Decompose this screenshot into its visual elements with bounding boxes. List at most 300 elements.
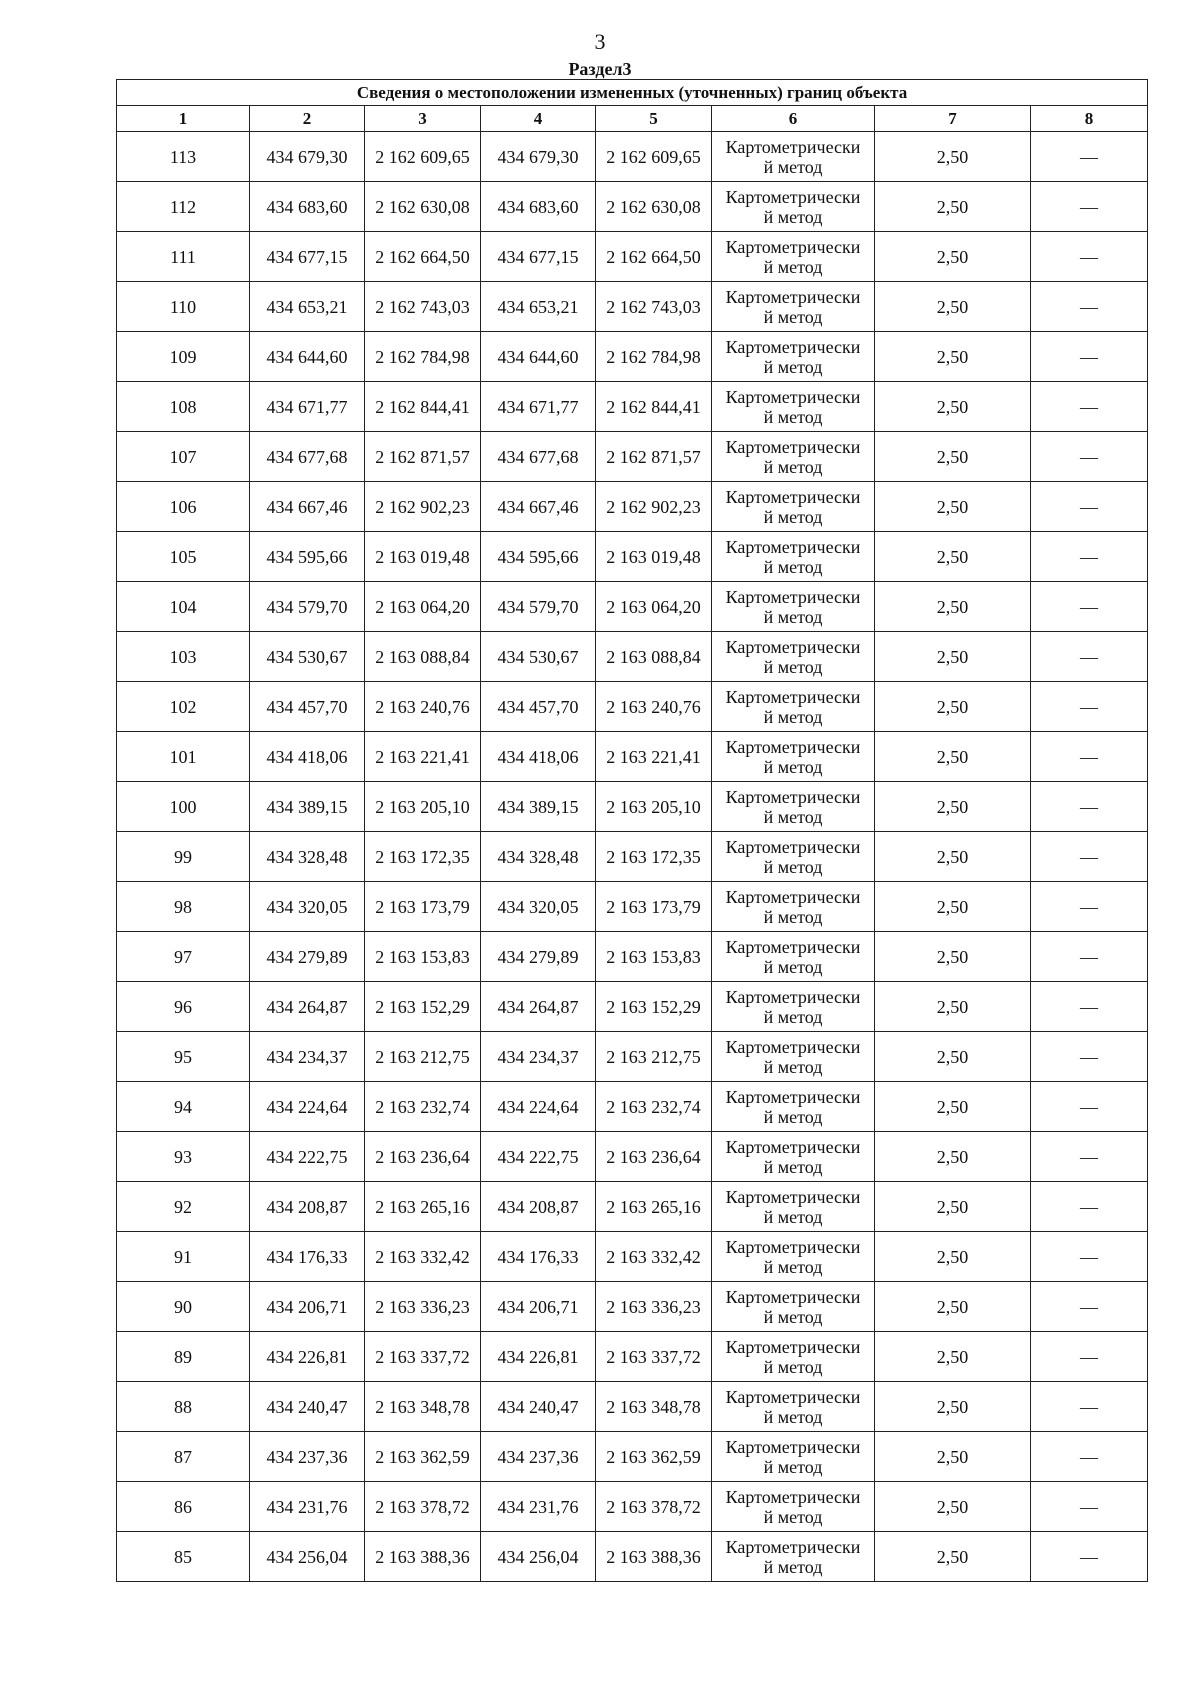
method-line-2: й метод bbox=[763, 706, 823, 727]
y-coordinate-cell: 2 163 221,41 bbox=[596, 732, 712, 782]
method-cell bbox=[712, 532, 875, 582]
accuracy-cell: 2,50 bbox=[875, 1182, 1031, 1232]
method-line-2: й метод bbox=[763, 456, 823, 477]
y-coordinate-cell: 2 162 630,08 bbox=[596, 182, 712, 232]
y-coordinate-cell: 2 162 844,41 bbox=[596, 382, 712, 432]
x-coordinate-cell: 434 234,37 bbox=[481, 1032, 596, 1082]
table-row bbox=[117, 732, 1148, 782]
table-body bbox=[117, 132, 1148, 1582]
x-coordinate-cell: 434 530,67 bbox=[481, 632, 596, 682]
table-row bbox=[117, 432, 1148, 482]
point-number-cell: 106 bbox=[117, 482, 250, 532]
method-cell bbox=[712, 832, 875, 882]
y-coordinate-cell: 2 162 743,03 bbox=[365, 282, 481, 332]
description-cell: — bbox=[1031, 1432, 1148, 1482]
method-cell bbox=[712, 1182, 875, 1232]
method-cell bbox=[712, 482, 875, 532]
table-row bbox=[117, 632, 1148, 682]
x-coordinate-cell: 434 320,05 bbox=[250, 882, 365, 932]
y-coordinate-cell: 2 163 153,83 bbox=[365, 932, 481, 982]
y-coordinate-cell: 2 163 152,29 bbox=[596, 982, 712, 1032]
description-cell: — bbox=[1031, 582, 1148, 632]
method-line-1: Картометрически bbox=[725, 186, 861, 207]
y-coordinate-cell: 2 163 173,79 bbox=[365, 882, 481, 932]
method-cell bbox=[712, 232, 875, 282]
point-number-cell: 112 bbox=[117, 182, 250, 232]
x-coordinate-cell: 434 595,66 bbox=[250, 532, 365, 582]
point-number-cell: 94 bbox=[117, 1082, 250, 1132]
method-cell bbox=[712, 432, 875, 482]
y-coordinate-cell: 2 163 172,35 bbox=[596, 832, 712, 882]
accuracy-cell: 2,50 bbox=[875, 1532, 1031, 1582]
column-header: 1 bbox=[117, 106, 250, 132]
y-coordinate-cell: 2 163 173,79 bbox=[596, 882, 712, 932]
description-cell: — bbox=[1031, 932, 1148, 982]
method-line-2: й метод bbox=[763, 256, 823, 277]
y-coordinate-cell: 2 163 388,36 bbox=[596, 1532, 712, 1582]
x-coordinate-cell: 434 206,71 bbox=[481, 1282, 596, 1332]
point-number-cell: 95 bbox=[117, 1032, 250, 1082]
table-row bbox=[117, 582, 1148, 632]
x-coordinate-cell: 434 679,30 bbox=[250, 132, 365, 182]
method-line-2: й метод bbox=[763, 1456, 823, 1477]
y-coordinate-cell: 2 163 172,35 bbox=[365, 832, 481, 882]
y-coordinate-cell: 2 162 664,50 bbox=[365, 232, 481, 282]
x-coordinate-cell: 434 671,77 bbox=[250, 382, 365, 432]
method-cell bbox=[712, 782, 875, 832]
method-cell bbox=[712, 582, 875, 632]
description-cell: — bbox=[1031, 1482, 1148, 1532]
method-line-1: Картометрически bbox=[725, 286, 861, 307]
method-line-1: Картометрически bbox=[725, 936, 861, 957]
table-row bbox=[117, 1482, 1148, 1532]
method-cell bbox=[712, 1432, 875, 1482]
x-coordinate-cell: 434 677,68 bbox=[481, 432, 596, 482]
column-header: 7 bbox=[875, 106, 1031, 132]
x-coordinate-cell: 434 677,68 bbox=[250, 432, 365, 482]
column-header: 8 bbox=[1031, 106, 1148, 132]
y-coordinate-cell: 2 163 064,20 bbox=[596, 582, 712, 632]
accuracy-cell: 2,50 bbox=[875, 482, 1031, 532]
description-cell: — bbox=[1031, 232, 1148, 282]
section-title: Раздел3 bbox=[568, 59, 632, 79]
y-coordinate-cell: 2 163 265,16 bbox=[596, 1182, 712, 1232]
accuracy-cell: 2,50 bbox=[875, 232, 1031, 282]
y-coordinate-cell: 2 163 378,72 bbox=[596, 1482, 712, 1532]
y-coordinate-cell: 2 163 212,75 bbox=[365, 1032, 481, 1082]
table-row bbox=[117, 382, 1148, 432]
x-coordinate-cell: 434 208,87 bbox=[481, 1182, 596, 1232]
accuracy-cell: 2,50 bbox=[875, 532, 1031, 582]
table-row bbox=[117, 1082, 1148, 1132]
point-number-cell: 86 bbox=[117, 1482, 250, 1532]
y-coordinate-cell: 2 162 609,65 bbox=[596, 132, 712, 182]
method-line-1: Картометрически bbox=[725, 486, 861, 507]
method-line-2: й метод bbox=[763, 1506, 823, 1527]
x-coordinate-cell: 434 389,15 bbox=[481, 782, 596, 832]
method-line-2: й метод bbox=[763, 406, 823, 427]
x-coordinate-cell: 434 389,15 bbox=[250, 782, 365, 832]
table-row bbox=[117, 882, 1148, 932]
method-line-1: Картометрически bbox=[725, 1136, 861, 1157]
y-coordinate-cell: 2 163 064,20 bbox=[365, 582, 481, 632]
accuracy-cell: 2,50 bbox=[875, 282, 1031, 332]
method-line-2: й метод bbox=[763, 506, 823, 527]
method-line-2: й метод bbox=[763, 656, 823, 677]
method-cell bbox=[712, 1332, 875, 1382]
accuracy-cell: 2,50 bbox=[875, 832, 1031, 882]
accuracy-cell: 2,50 bbox=[875, 782, 1031, 832]
description-cell: — bbox=[1031, 382, 1148, 432]
table-row bbox=[117, 232, 1148, 282]
y-coordinate-cell: 2 162 664,50 bbox=[596, 232, 712, 282]
description-cell: — bbox=[1031, 832, 1148, 882]
description-cell: — bbox=[1031, 132, 1148, 182]
method-cell bbox=[712, 1282, 875, 1332]
point-number-cell: 91 bbox=[117, 1232, 250, 1282]
point-number-cell: 97 bbox=[117, 932, 250, 982]
accuracy-cell: 2,50 bbox=[875, 1432, 1031, 1482]
method-line-2: й метод bbox=[763, 906, 823, 927]
accuracy-cell: 2,50 bbox=[875, 1482, 1031, 1532]
method-line-2: й метод bbox=[763, 1206, 823, 1227]
x-coordinate-cell: 434 653,21 bbox=[250, 282, 365, 332]
table-row bbox=[117, 1032, 1148, 1082]
description-cell: — bbox=[1031, 1382, 1148, 1432]
accuracy-cell: 2,50 bbox=[875, 732, 1031, 782]
method-line-2: й метод bbox=[763, 956, 823, 977]
y-coordinate-cell: 2 163 265,16 bbox=[365, 1182, 481, 1232]
x-coordinate-cell: 434 644,60 bbox=[250, 332, 365, 382]
y-coordinate-cell: 2 163 236,64 bbox=[365, 1132, 481, 1182]
method-line-1: Картометрически bbox=[725, 886, 861, 907]
accuracy-cell: 2,50 bbox=[875, 932, 1031, 982]
y-coordinate-cell: 2 162 743,03 bbox=[596, 282, 712, 332]
y-coordinate-cell: 2 162 609,65 bbox=[365, 132, 481, 182]
method-line-2: й метод bbox=[763, 756, 823, 777]
x-coordinate-cell: 434 222,75 bbox=[481, 1132, 596, 1182]
accuracy-cell: 2,50 bbox=[875, 382, 1031, 432]
y-coordinate-cell: 2 162 784,98 bbox=[596, 332, 712, 382]
accuracy-cell: 2,50 bbox=[875, 982, 1031, 1032]
method-cell bbox=[712, 1382, 875, 1432]
accuracy-cell: 2,50 bbox=[875, 432, 1031, 482]
x-coordinate-cell: 434 677,15 bbox=[250, 232, 365, 282]
method-cell bbox=[712, 382, 875, 432]
method-line-1: Картометрически bbox=[725, 986, 861, 1007]
method-line-2: й метод bbox=[763, 1056, 823, 1077]
method-line-1: Картометрически bbox=[725, 1186, 861, 1207]
method-line-1: Картометрически bbox=[725, 1436, 861, 1457]
x-coordinate-cell: 434 237,36 bbox=[250, 1432, 365, 1482]
table-row bbox=[117, 1282, 1148, 1332]
method-line-1: Картометрически bbox=[725, 1236, 861, 1257]
table-row bbox=[117, 482, 1148, 532]
accuracy-cell: 2,50 bbox=[875, 332, 1031, 382]
method-line-2: й метод bbox=[763, 206, 823, 227]
method-line-1: Картометрически bbox=[725, 836, 861, 857]
description-cell: — bbox=[1031, 682, 1148, 732]
description-cell: — bbox=[1031, 182, 1148, 232]
table-row bbox=[117, 182, 1148, 232]
table-row bbox=[117, 832, 1148, 882]
x-coordinate-cell: 434 176,33 bbox=[250, 1232, 365, 1282]
description-cell: — bbox=[1031, 1532, 1148, 1582]
method-line-2: й метод bbox=[763, 1356, 823, 1377]
description-cell: — bbox=[1031, 1082, 1148, 1132]
x-coordinate-cell: 434 279,89 bbox=[481, 932, 596, 982]
description-cell: — bbox=[1031, 282, 1148, 332]
method-line-1: Картометрически bbox=[725, 1036, 861, 1057]
y-coordinate-cell: 2 163 336,23 bbox=[596, 1282, 712, 1332]
y-coordinate-cell: 2 163 378,72 bbox=[365, 1482, 481, 1532]
column-header: 2 bbox=[250, 106, 365, 132]
description-cell: — bbox=[1031, 782, 1148, 832]
y-coordinate-cell: 2 163 362,59 bbox=[365, 1432, 481, 1482]
y-coordinate-cell: 2 163 332,42 bbox=[365, 1232, 481, 1282]
y-coordinate-cell: 2 163 019,48 bbox=[365, 532, 481, 582]
y-coordinate-cell: 2 163 336,23 bbox=[365, 1282, 481, 1332]
x-coordinate-cell: 434 234,37 bbox=[250, 1032, 365, 1082]
method-cell bbox=[712, 982, 875, 1032]
x-coordinate-cell: 434 679,30 bbox=[481, 132, 596, 182]
table-row bbox=[117, 682, 1148, 732]
x-coordinate-cell: 434 671,77 bbox=[481, 382, 596, 432]
point-number-cell: 107 bbox=[117, 432, 250, 482]
method-line-2: й метод bbox=[763, 356, 823, 377]
accuracy-cell: 2,50 bbox=[875, 682, 1031, 732]
method-line-2: й метод bbox=[763, 1256, 823, 1277]
description-cell: — bbox=[1031, 532, 1148, 582]
page-number: 3 bbox=[594, 29, 606, 54]
table-row bbox=[117, 1332, 1148, 1382]
table-row bbox=[117, 782, 1148, 832]
x-coordinate-cell: 434 644,60 bbox=[481, 332, 596, 382]
y-coordinate-cell: 2 163 232,74 bbox=[365, 1082, 481, 1132]
method-cell bbox=[712, 932, 875, 982]
description-cell: — bbox=[1031, 732, 1148, 782]
method-cell bbox=[712, 132, 875, 182]
method-line-2: й метод bbox=[763, 856, 823, 877]
x-coordinate-cell: 434 222,75 bbox=[250, 1132, 365, 1182]
point-number-cell: 105 bbox=[117, 532, 250, 582]
x-coordinate-cell: 434 579,70 bbox=[250, 582, 365, 632]
point-number-cell: 89 bbox=[117, 1332, 250, 1382]
x-coordinate-cell: 434 240,47 bbox=[250, 1382, 365, 1432]
y-coordinate-cell: 2 162 844,41 bbox=[365, 382, 481, 432]
method-line-1: Картометрически bbox=[725, 536, 861, 557]
method-cell bbox=[712, 1532, 875, 1582]
method-line-1: Картометрически bbox=[725, 1286, 861, 1307]
x-coordinate-cell: 434 206,71 bbox=[250, 1282, 365, 1332]
x-coordinate-cell: 434 418,06 bbox=[481, 732, 596, 782]
x-coordinate-cell: 434 231,76 bbox=[250, 1482, 365, 1532]
x-coordinate-cell: 434 226,81 bbox=[481, 1332, 596, 1382]
y-coordinate-cell: 2 163 212,75 bbox=[596, 1032, 712, 1082]
point-number-cell: 92 bbox=[117, 1182, 250, 1232]
method-line-1: Картометрически bbox=[725, 136, 861, 157]
y-coordinate-cell: 2 163 153,83 bbox=[596, 932, 712, 982]
y-coordinate-cell: 2 162 871,57 bbox=[365, 432, 481, 482]
accuracy-cell: 2,50 bbox=[875, 1232, 1031, 1282]
method-line-1: Картометрически bbox=[725, 336, 861, 357]
point-number-cell: 93 bbox=[117, 1132, 250, 1182]
x-coordinate-cell: 434 328,48 bbox=[250, 832, 365, 882]
x-coordinate-cell: 434 683,60 bbox=[250, 182, 365, 232]
description-cell: — bbox=[1031, 632, 1148, 682]
description-cell: — bbox=[1031, 1332, 1148, 1382]
point-number-cell: 111 bbox=[117, 232, 250, 282]
description-cell: — bbox=[1031, 1132, 1148, 1182]
x-coordinate-cell: 434 667,46 bbox=[250, 482, 365, 532]
point-number-cell: 102 bbox=[117, 682, 250, 732]
y-coordinate-cell: 2 163 240,76 bbox=[596, 682, 712, 732]
description-cell: — bbox=[1031, 882, 1148, 932]
method-line-1: Картометрически bbox=[725, 586, 861, 607]
y-coordinate-cell: 2 163 388,36 bbox=[365, 1532, 481, 1582]
table-row bbox=[117, 982, 1148, 1032]
table-row bbox=[117, 1532, 1148, 1582]
y-coordinate-cell: 2 162 902,23 bbox=[365, 482, 481, 532]
accuracy-cell: 2,50 bbox=[875, 582, 1031, 632]
method-line-1: Картометрически bbox=[725, 1086, 861, 1107]
y-coordinate-cell: 2 162 871,57 bbox=[596, 432, 712, 482]
y-coordinate-cell: 2 163 019,48 bbox=[596, 532, 712, 582]
accuracy-cell: 2,50 bbox=[875, 1382, 1031, 1432]
point-number-cell: 87 bbox=[117, 1432, 250, 1482]
method-line-2: й метод bbox=[763, 1306, 823, 1327]
method-line-2: й метод bbox=[763, 156, 823, 177]
description-cell: — bbox=[1031, 482, 1148, 532]
method-line-1: Картометрически bbox=[725, 636, 861, 657]
method-cell bbox=[712, 282, 875, 332]
point-number-cell: 104 bbox=[117, 582, 250, 632]
method-line-2: й метод bbox=[763, 1006, 823, 1027]
y-coordinate-cell: 2 163 348,78 bbox=[365, 1382, 481, 1432]
y-coordinate-cell: 2 163 232,74 bbox=[596, 1082, 712, 1132]
y-coordinate-cell: 2 163 088,84 bbox=[596, 632, 712, 682]
method-line-1: Картометрически bbox=[725, 686, 861, 707]
method-cell bbox=[712, 632, 875, 682]
y-coordinate-cell: 2 163 152,29 bbox=[365, 982, 481, 1032]
accuracy-cell: 2,50 bbox=[875, 1132, 1031, 1182]
table-row bbox=[117, 532, 1148, 582]
method-cell bbox=[712, 182, 875, 232]
accuracy-cell: 2,50 bbox=[875, 182, 1031, 232]
table-row bbox=[117, 1382, 1148, 1432]
y-coordinate-cell: 2 163 221,41 bbox=[365, 732, 481, 782]
point-number-cell: 90 bbox=[117, 1282, 250, 1332]
x-coordinate-cell: 434 530,67 bbox=[250, 632, 365, 682]
method-line-1: Картометрически bbox=[725, 1336, 861, 1357]
method-line-1: Картометрически bbox=[725, 1536, 861, 1557]
table-row bbox=[117, 132, 1148, 182]
point-number-cell: 85 bbox=[117, 1532, 250, 1582]
method-line-1: Картометрически bbox=[725, 1486, 861, 1507]
x-coordinate-cell: 434 667,46 bbox=[481, 482, 596, 532]
y-coordinate-cell: 2 163 337,72 bbox=[365, 1332, 481, 1382]
method-cell bbox=[712, 1232, 875, 1282]
x-coordinate-cell: 434 579,70 bbox=[481, 582, 596, 632]
y-coordinate-cell: 2 163 205,10 bbox=[596, 782, 712, 832]
method-cell bbox=[712, 732, 875, 782]
table-caption-row bbox=[117, 80, 1148, 106]
accuracy-cell: 2,50 bbox=[875, 1332, 1031, 1382]
accuracy-cell: 2,50 bbox=[875, 132, 1031, 182]
point-number-cell: 100 bbox=[117, 782, 250, 832]
method-line-2: й метод bbox=[763, 306, 823, 327]
method-cell bbox=[712, 1132, 875, 1182]
y-coordinate-cell: 2 163 240,76 bbox=[365, 682, 481, 732]
method-line-2: й метод bbox=[763, 1106, 823, 1127]
table-row bbox=[117, 1182, 1148, 1232]
point-number-cell: 110 bbox=[117, 282, 250, 332]
y-coordinate-cell: 2 163 205,10 bbox=[365, 782, 481, 832]
description-cell: — bbox=[1031, 1282, 1148, 1332]
point-number-cell: 108 bbox=[117, 382, 250, 432]
method-cell bbox=[712, 1482, 875, 1532]
method-line-2: й метод bbox=[763, 806, 823, 827]
x-coordinate-cell: 434 264,87 bbox=[250, 982, 365, 1032]
y-coordinate-cell: 2 163 337,72 bbox=[596, 1332, 712, 1382]
description-cell: — bbox=[1031, 1032, 1148, 1082]
y-coordinate-cell: 2 163 348,78 bbox=[596, 1382, 712, 1432]
x-coordinate-cell: 434 677,15 bbox=[481, 232, 596, 282]
method-cell bbox=[712, 682, 875, 732]
method-cell bbox=[712, 882, 875, 932]
y-coordinate-cell: 2 163 332,42 bbox=[596, 1232, 712, 1282]
description-cell: — bbox=[1031, 1232, 1148, 1282]
method-line-1: Картометрически bbox=[725, 236, 861, 257]
method-line-1: Картометрически bbox=[725, 736, 861, 757]
point-number-cell: 96 bbox=[117, 982, 250, 1032]
point-number-cell: 109 bbox=[117, 332, 250, 382]
method-line-1: Картометрически bbox=[725, 386, 861, 407]
y-coordinate-cell: 2 162 902,23 bbox=[596, 482, 712, 532]
x-coordinate-cell: 434 237,36 bbox=[481, 1432, 596, 1482]
x-coordinate-cell: 434 224,64 bbox=[250, 1082, 365, 1132]
accuracy-cell: 2,50 bbox=[875, 632, 1031, 682]
y-coordinate-cell: 2 162 630,08 bbox=[365, 182, 481, 232]
column-header: 4 bbox=[481, 106, 596, 132]
method-line-2: й метод bbox=[763, 606, 823, 627]
x-coordinate-cell: 434 418,06 bbox=[250, 732, 365, 782]
x-coordinate-cell: 434 595,66 bbox=[481, 532, 596, 582]
table-row bbox=[117, 282, 1148, 332]
description-cell: — bbox=[1031, 432, 1148, 482]
method-line-2: й метод bbox=[763, 556, 823, 577]
point-number-cell: 113 bbox=[117, 132, 250, 182]
x-coordinate-cell: 434 176,33 bbox=[481, 1232, 596, 1282]
x-coordinate-cell: 434 256,04 bbox=[481, 1532, 596, 1582]
x-coordinate-cell: 434 256,04 bbox=[250, 1532, 365, 1582]
point-number-cell: 101 bbox=[117, 732, 250, 782]
method-line-1: Картометрически bbox=[725, 786, 861, 807]
point-number-cell: 98 bbox=[117, 882, 250, 932]
method-line-2: й метод bbox=[763, 1156, 823, 1177]
column-header: 6 bbox=[712, 106, 875, 132]
description-cell: — bbox=[1031, 332, 1148, 382]
point-number-cell: 88 bbox=[117, 1382, 250, 1432]
x-coordinate-cell: 434 224,64 bbox=[481, 1082, 596, 1132]
x-coordinate-cell: 434 208,87 bbox=[250, 1182, 365, 1232]
column-header-row bbox=[117, 106, 1148, 132]
method-cell bbox=[712, 332, 875, 382]
accuracy-cell: 2,50 bbox=[875, 1082, 1031, 1132]
x-coordinate-cell: 434 457,70 bbox=[481, 682, 596, 732]
x-coordinate-cell: 434 320,05 bbox=[481, 882, 596, 932]
y-coordinate-cell: 2 163 236,64 bbox=[596, 1132, 712, 1182]
